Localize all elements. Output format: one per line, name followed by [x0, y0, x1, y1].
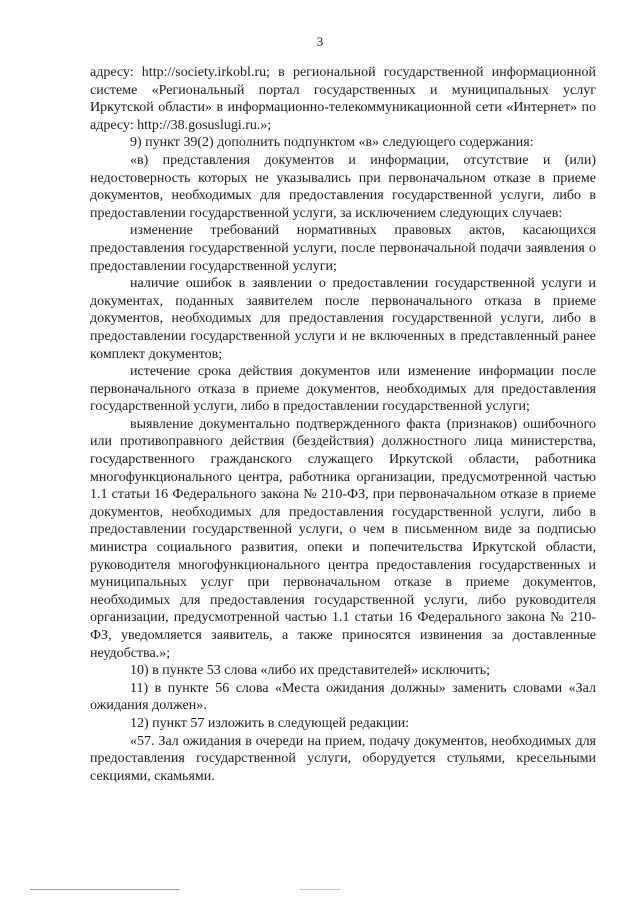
footer-scan-line: [300, 889, 340, 890]
footer-scan-line: [30, 889, 180, 890]
paragraph-case-errors: наличие ошибок в заявлении о предоставлении государственной услуги и документах, поданных заявителем после первоначального отказа в приеме документов, необходимых для предоставления государственной услуги, либо в предоставлении государственной услуги и не включенных в представленный ранее комплект документов;: [90, 276, 596, 362]
paragraph-case-regulation-change: изменение требований нормативных правовых актов, касающихся предоставления государственной услуги, после первоначальной подачи заявления о предоставлении государственной услуги;: [90, 223, 596, 274]
paragraph-item-12: 12) пункт 57 изложить в следующей редакции:: [130, 715, 410, 731]
paragraph-case-expiry: истечение срока действия документов или изменение информации после первоначального отказа в приеме документов, необходимых для предоставления государственной услуги, либо в предоставлении государственной услуги;: [90, 364, 596, 415]
paragraph-address-continuation: адресу: http://society.irkobl.ru; в региональной государственной информационной системе «Региональный портал государственных и муниципальных услуг Иркутской области» в информационно-телекоммуникационной сети «Интернет» по адресу: http://38.gosuslugi.ru.»;: [90, 65, 596, 133]
page-number: 3: [316, 34, 324, 49]
paragraph-item-11: 11) в пункте 56 слова «Места ожидания должны» заменить словами «Зал ожидания должен».: [90, 680, 596, 714]
paragraph-subitem-v: «в) представления документов и информации, отсутствие и (или) недостоверность которых не указывались при первоначальном отказе в приеме документов, необходимых для предоставления государственной услуги, либо в предоставлении государственной услуги, за исключением следующих случаев:: [90, 152, 596, 221]
paragraph-case-wrongful-action: выявление документально подтвержденного факта (признаков) ошибочного или противоправного действия (бездействия) должностного лица министерства, государственного гражданского служащего Иркутской области, работника многофункционального центра, работника организации, предусмотренной частью 1.1 статьи 16 Федерального закона № 210-ФЗ, при первоначальном отказе в приеме документов, необходимых для предоставления государственной услуги, либо в предоставлении государственной услуги, о чем в письменном виде за подписью министра социального развития, опеки и попечительства Иркутской области, руководителя многофункционального центра предоставления государственных и муниципальных услуг при первоначальном отказе в приеме документов, необходимых для предоставления государственной услуги, либо руководителя организации, предусмотренной частью 1.1 статьи 16 Федерального закона № 210-ФЗ, уведомляется заявитель, а также приносятся извинения за доставленные неудобства.»;: [90, 416, 596, 661]
paragraph-item-9: 9) пункт 39(2) дополнить подпунктом «в» следующего содержания:: [130, 135, 534, 151]
document-body: [90, 64, 596, 785]
paragraph-item-57: «57. Зал ожидания в очереди на прием, подачу документов, необходимых для предоставления государственной услуги, оборудуется стульями, кресельными секциями, скамьями.: [90, 733, 596, 784]
paragraph-item-10: 10) в пункте 53 слова «либо их представителей» исключить;: [130, 663, 490, 679]
